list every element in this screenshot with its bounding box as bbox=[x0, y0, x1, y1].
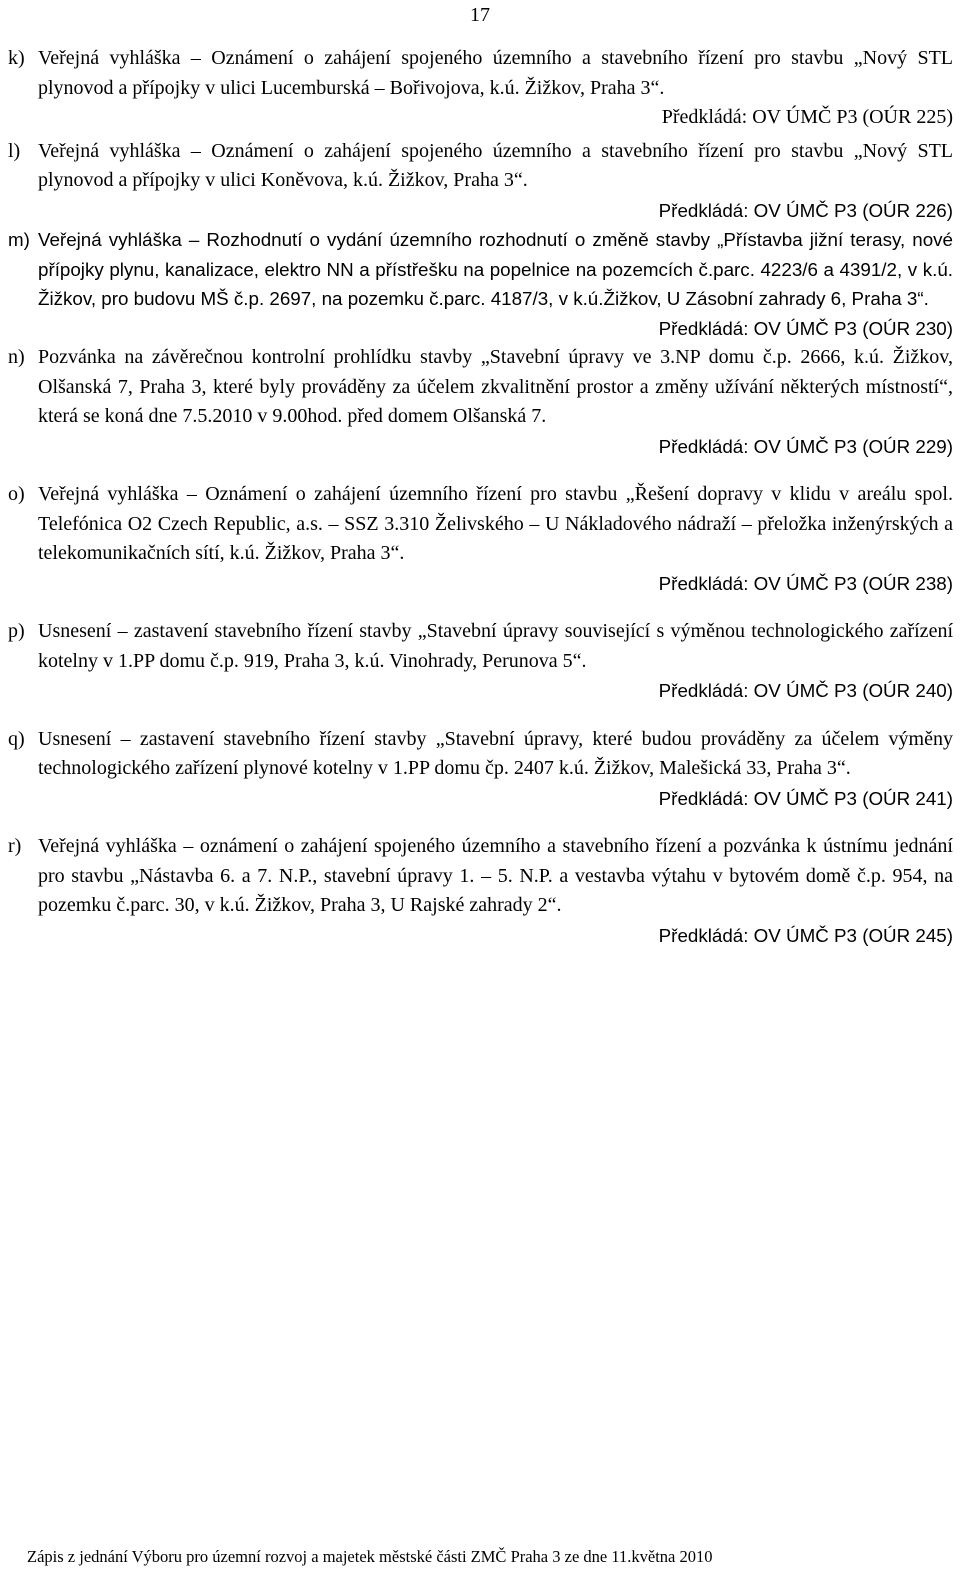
item-marker: l) bbox=[8, 139, 21, 162]
item-submitter: Předkládá: OV ÚMČ P3 (OÚR 240) bbox=[658, 680, 953, 701]
item-marker: q) bbox=[8, 727, 25, 750]
item-text: Veřejná vyhláška – Rozhodnutí o vydání územního rozhodnutí o změně stavby „Přístavba jižní terasy, nové přípojky plynu, kanalizace, elektro NN a přístřešku na popelnice na pozemcích č.parc. 4223/6 a 4391/2, v k.ú. Žižkov, pro budovu MŠ č.p. 2697, na pozemku č.parc. 4187/3, v k.ú.Žižkov, U Zásobní zahrady 6, Praha 3“. bbox=[38, 229, 953, 309]
item-submitter: Předkládá: OV ÚMČ P3 (OÚR 229) bbox=[658, 435, 953, 457]
agenda-item-q bbox=[8, 725, 953, 814]
item-text: Veřejná vyhláška – Oznámení o zahájení spojeného územního a stavebního řízení pro stavbu „Nový STL plynovod a přípojky v ulici Lucemburská – Bořivojova, k.ú. Žižkov, Praha 3“. bbox=[38, 47, 953, 99]
item-submitter: Předkládá: OV ÚMČ P3 (OÚR 241) bbox=[658, 787, 953, 809]
item-marker: r) bbox=[8, 835, 22, 857]
item-text: Veřejná vyhláška – Oznámení o zahájení spojeného územního a stavebního řízení pro stavbu „Nový STL plynovod a přípojky v ulici Koněvova, k.ú. Žižkov, Praha 3“. bbox=[38, 139, 953, 191]
item-marker: n) bbox=[8, 346, 25, 368]
agenda-item-m bbox=[8, 225, 953, 343]
agenda-item-o bbox=[8, 480, 953, 598]
item-text: Usnesení – zastavení stavebního řízení stavby „Stavební úpravy související s výměnou technologického zařízení kotelny v 1.PP domu č.p. 919, Praha 3, k.ú. Vinohrady, Perunova 5“. bbox=[38, 620, 953, 672]
agenda-item-n bbox=[8, 343, 953, 461]
agenda-item-l bbox=[8, 137, 953, 226]
agenda-item-p bbox=[8, 617, 953, 706]
item-submitter: Předkládá: OV ÚMČ P3 (OÚR 230) bbox=[658, 317, 953, 339]
item-marker: m) bbox=[8, 229, 30, 250]
item-text: Veřejná vyhláška – oznámení o zahájení spojeného územního a stavebního řízení a pozvánka k ústnímu jednání pro stavbu „Nástavba 6. a 7. N.P., stavební úpravy 1. – 5. N.P. a vestavba výtahu v bytovém domě č.p. 954, na pozemku č.parc. 30, v k.ú. Žižkov, Praha 3, U Rajské zahrady 2“. bbox=[38, 835, 953, 916]
item-text: Veřejná vyhláška – Oznámení o zahájení územního řízení pro stavbu „Řešení dopravy v klidu v areálu spol. Telefónica O2 Czech Republic, a.s. – SSZ 3.310 Želivského – U Nákladového nádraží – přeložka inženýrských a telekomunikačních sítí, k.ú. Žižkov, Praha 3“. bbox=[38, 483, 953, 564]
item-marker: k) bbox=[8, 47, 25, 69]
item-marker: p) bbox=[8, 620, 25, 642]
item-text: Pozvánka na závěrečnou kontrolní prohlídku stavby „Stavební úpravy ve 3.NP domu č.p. 2666, k.ú. Žižkov, Olšanská 7, Praha 3, které byly prováděny za účelem zkvalitnění prostor a změny užívání některých místností“, která se koná dne 7.5.2010 v 9.00hod. před domem Olšanská 7. bbox=[38, 346, 953, 427]
agenda-item-r bbox=[8, 832, 953, 950]
page-number: 17 bbox=[470, 4, 490, 26]
item-submitter: Předkládá: OV ÚMČ P3 (OÚR 238) bbox=[658, 572, 953, 594]
agenda-item-k bbox=[8, 44, 953, 133]
item-submitter: Předkládá: OV ÚMČ P3 (OÚR 225) bbox=[661, 106, 953, 128]
item-submitter: Předkládá: OV ÚMČ P3 (OÚR 245) bbox=[658, 924, 953, 946]
item-marker: o) bbox=[8, 483, 25, 505]
agenda-list bbox=[8, 44, 953, 950]
item-submitter: Předkládá: OV ÚMČ P3 (OÚR 226) bbox=[658, 199, 953, 221]
page-footer: Zápis z jednání Výboru pro územní rozvoj a majetek městské části ZMČ Praha 3 ze dne 11.května 2010 bbox=[27, 1547, 713, 1566]
item-text: Usnesení – zastavení stavebního řízení stavby „Stavební úpravy, které budou prováděny za účelem výměny technologického zařízení plynové kotelny v 1.PP domu čp. 2407 k.ú. Žižkov, Malešická 33, Praha 3“. bbox=[38, 727, 953, 779]
